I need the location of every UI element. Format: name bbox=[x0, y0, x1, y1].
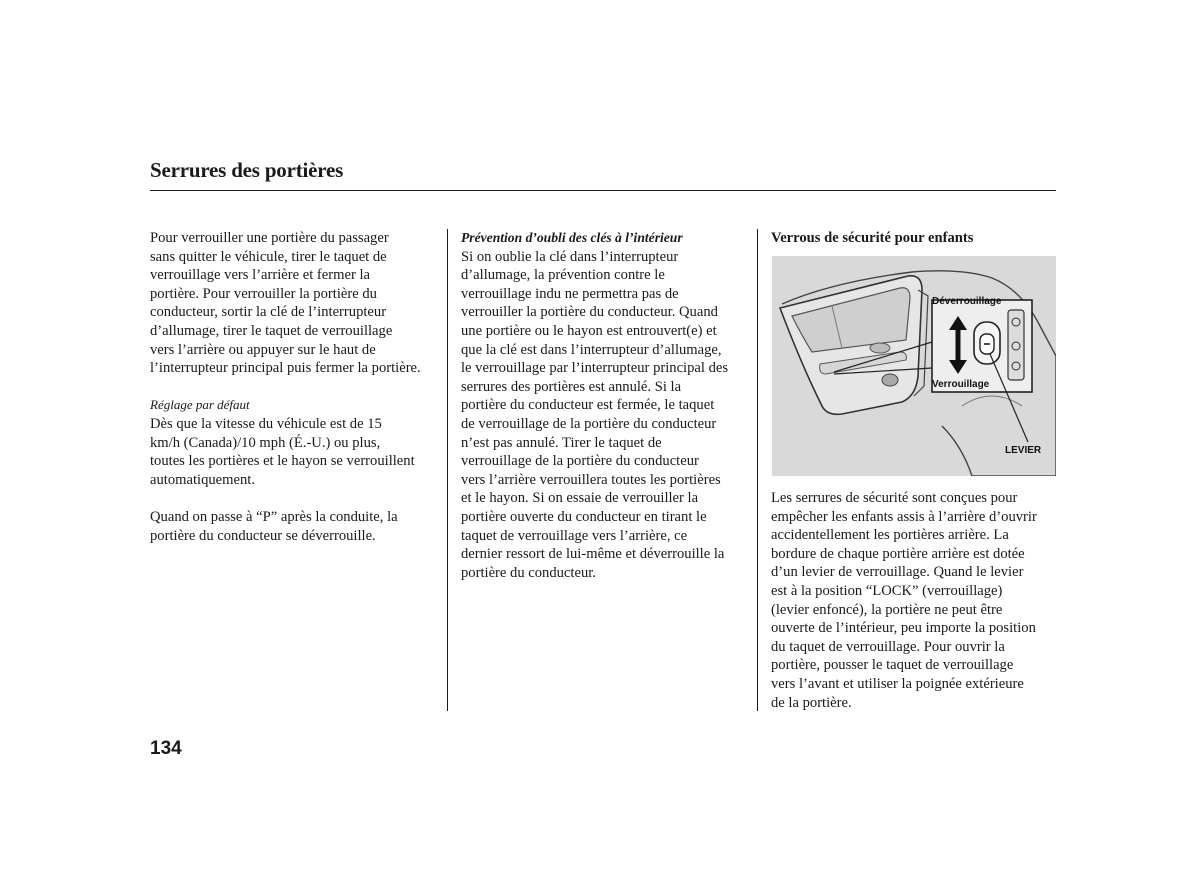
middle-column bbox=[461, 229, 751, 582]
text-line: portière ouverte du conducteur en tirant le bbox=[461, 508, 707, 525]
right-column-heading bbox=[771, 229, 1061, 248]
text-line: une portière ou le hayon est entrouvert(e) et bbox=[461, 322, 717, 339]
text-line: verrouiller la portière du conducteur. Quand bbox=[461, 304, 718, 321]
left-paragraph-3 bbox=[150, 508, 442, 545]
text-line: (levier enfoncé), la portière ne peut être bbox=[771, 601, 1003, 618]
right-paragraph bbox=[771, 489, 1066, 712]
text-line: accidentellement les portières arrière. La bbox=[771, 527, 1009, 544]
text-line: verrouillage vers l’arrière et fermer la bbox=[150, 267, 370, 284]
child-lock-illustration bbox=[772, 256, 1056, 476]
page-title: Serrures des portières bbox=[150, 158, 344, 182]
text-line: vers l’arrière verrouillera toutes les portières bbox=[461, 471, 721, 488]
column-divider-right bbox=[757, 229, 758, 711]
text-line: portière du conducteur est fermée, le taquet bbox=[461, 397, 715, 414]
text-line: le verrouillage par l’interrupteur principal des bbox=[461, 360, 729, 377]
text-line: de la portière. bbox=[771, 694, 852, 711]
text-line: serrures des portières est annulé. Si la bbox=[461, 378, 682, 395]
text-line: vers l’avant et utiliser la poignée extérieure bbox=[771, 675, 1024, 692]
text-line: toutes les portières et le hayon se verrouillent bbox=[150, 453, 415, 470]
default-setting-subheading: Réglage par défaut bbox=[150, 397, 250, 413]
text-line: verrouillage indu ne permettra pas de bbox=[461, 285, 679, 302]
text-line: verrouillage de la portière du conducteur bbox=[461, 453, 699, 470]
lock-label: Verrouillage bbox=[932, 379, 990, 390]
left-paragraph-1 bbox=[150, 229, 442, 378]
text-line: Dès que la vitesse du véhicule est de 15 bbox=[150, 415, 382, 432]
child-lock-subheading: Verrous de sécurité pour enfants bbox=[771, 230, 974, 246]
text-line: que la clé est dans l’interrupteur d’allumage, bbox=[461, 341, 722, 358]
text-line: du taquet de verrouillage. Pour ouvrir la bbox=[771, 638, 1005, 655]
text-line: portière. Pour verrouiller la portière du bbox=[150, 285, 377, 302]
text-line: et le hayon. Si on essaie de verrouiller la bbox=[461, 490, 699, 507]
text-line: Si on oublie la clé dans l’interrupteur bbox=[461, 248, 679, 265]
text-line: dernier ressort de lui-même et déverrouille la bbox=[461, 546, 725, 563]
text-line: bordure de chaque portière arrière est dotée bbox=[771, 545, 1025, 562]
left-paragraph-2 bbox=[150, 415, 442, 489]
text-line: sans quitter le véhicule, tirer le taquet de bbox=[150, 248, 387, 265]
text-line: portière du conducteur se déverrouille. bbox=[150, 527, 376, 544]
text-line: ouverte de l’intérieur, peu importe la position bbox=[771, 620, 1036, 637]
text-line: portière du conducteur. bbox=[461, 564, 596, 581]
text-line: conducteur, sortir la clé de l’interrupteur bbox=[150, 304, 387, 321]
text-line: d’un levier de verrouillage. Quand le levier bbox=[771, 564, 1024, 581]
text-line: n’est pas annulé. Tirer le taquet de bbox=[461, 434, 662, 451]
text-line: l’interrupteur principal puis fermer la portière. bbox=[150, 360, 421, 377]
text-line: de verrouillage de la portière du conducteur bbox=[461, 415, 717, 432]
text-line: empêcher les enfants assis à l’arrière d’ouvrir bbox=[771, 508, 1037, 525]
text-line: d’allumage, tirer le taquet de verrouillage bbox=[150, 322, 393, 339]
unlock-label: Déverrouillage bbox=[932, 296, 1002, 307]
text-line: km/h (Canada)/10 mph (É.-U.) ou plus, bbox=[150, 434, 381, 451]
column-divider-left bbox=[447, 229, 448, 711]
text-line: Quand on passe à “P” après la conduite, la bbox=[150, 508, 398, 525]
page-number: 134 bbox=[150, 738, 182, 759]
text-line: portière, pousser le taquet de verrouillage bbox=[771, 657, 1014, 674]
right-column bbox=[771, 489, 1066, 712]
left-column bbox=[150, 229, 442, 545]
text-line: d’allumage, la prévention contre le bbox=[461, 267, 665, 284]
text-line: est à la position “LOCK” (verrouillage) bbox=[771, 582, 1003, 599]
middle-paragraph bbox=[461, 248, 751, 583]
text-line: Les serrures de sécurité sont conçues pour bbox=[771, 490, 1018, 506]
text-line: automatiquement. bbox=[150, 471, 255, 488]
key-prevention-subheading: Prévention d’oubli des clés à l’intérieur bbox=[461, 230, 683, 245]
text-line: vers l’arrière ou appuyer sur le haut de bbox=[150, 341, 376, 358]
door-illustration bbox=[772, 256, 1056, 476]
title-rule bbox=[150, 190, 1056, 191]
text-line: taquet de verrouillage vers l’arrière, ce bbox=[461, 527, 688, 544]
text-line: Pour verrouiller une portière du passager bbox=[150, 230, 389, 246]
lever-label: LEVIER bbox=[1005, 445, 1042, 456]
